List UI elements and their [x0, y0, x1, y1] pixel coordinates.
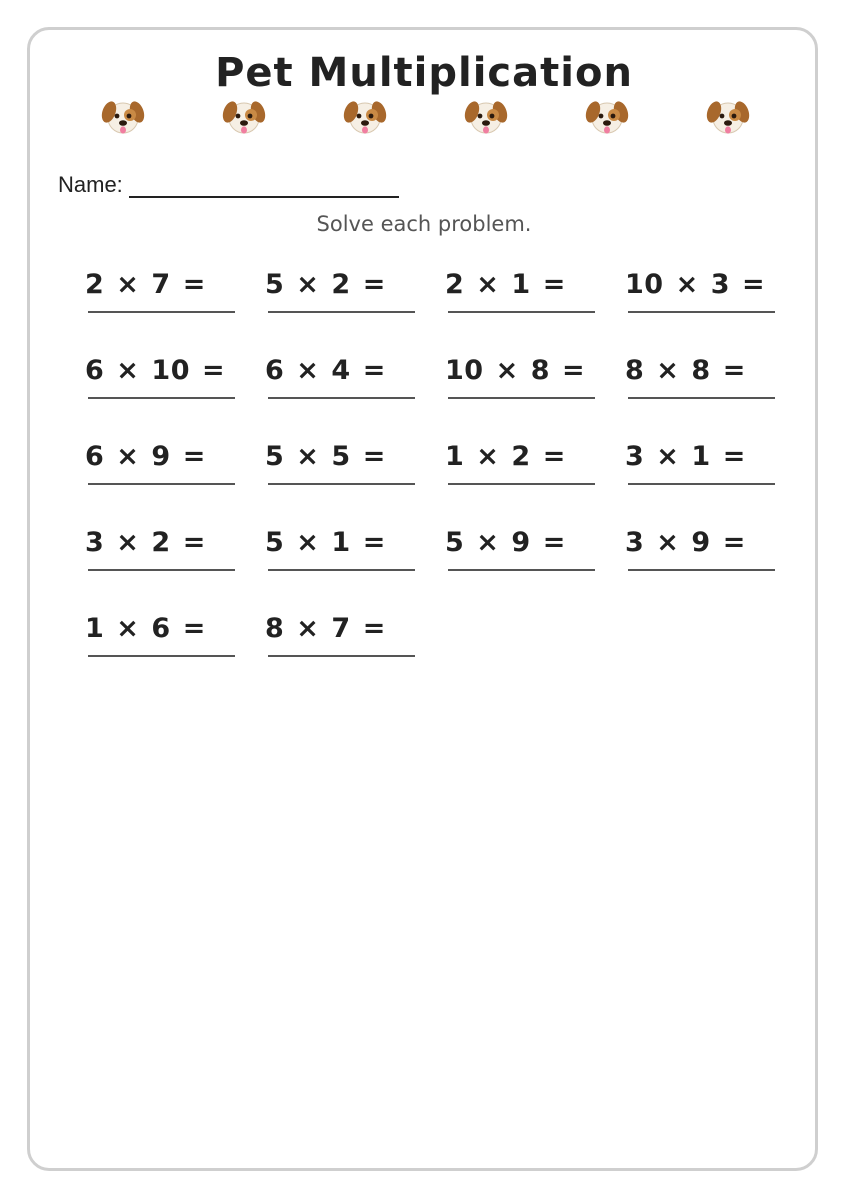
equals-sign: =	[362, 441, 386, 472]
name-field-row	[58, 172, 399, 198]
answer-line[interactable]	[448, 483, 595, 485]
dog-decoration-row	[101, 95, 751, 139]
times-sign: ×	[656, 441, 680, 472]
problem-item	[265, 522, 412, 572]
answer-line[interactable]	[268, 483, 415, 485]
times-sign: ×	[675, 269, 699, 300]
problem-item	[625, 264, 772, 314]
equals-sign: =	[182, 269, 206, 300]
problem-expression	[265, 613, 398, 644]
factor-a: 2	[445, 269, 465, 300]
factor-a: 1	[85, 613, 105, 644]
problem-item	[85, 608, 232, 658]
answer-line[interactable]	[628, 569, 775, 571]
problem-expression	[625, 269, 777, 300]
times-sign: ×	[116, 613, 140, 644]
problem-expression	[445, 269, 578, 300]
answer-line[interactable]	[628, 397, 775, 399]
answer-line[interactable]	[448, 397, 595, 399]
answer-line[interactable]	[88, 397, 235, 399]
problem-item	[625, 350, 772, 400]
equals-sign: =	[542, 269, 566, 300]
problem-expression	[85, 355, 237, 386]
problem-item	[85, 350, 232, 400]
problem-expression	[85, 613, 218, 644]
problem-expression	[265, 527, 398, 558]
factor-a: 8	[625, 355, 645, 386]
factor-a: 6	[265, 355, 285, 386]
factor-a: 10	[625, 269, 664, 300]
factor-a: 5	[265, 527, 285, 558]
factor-b: 5	[331, 441, 351, 472]
times-sign: ×	[296, 355, 320, 386]
problem-expression	[85, 269, 218, 300]
factor-b: 2	[151, 527, 171, 558]
factor-b: 2	[511, 441, 531, 472]
equals-sign: =	[742, 269, 766, 300]
equals-sign: =	[722, 527, 746, 558]
problem-item	[85, 436, 232, 486]
problem-expression	[625, 527, 758, 558]
factor-a: 1	[445, 441, 465, 472]
problem-item	[445, 350, 592, 400]
problem-item	[445, 522, 592, 572]
problem-item	[445, 436, 592, 486]
equals-sign: =	[182, 527, 206, 558]
equals-sign: =	[722, 355, 746, 386]
times-sign: ×	[476, 527, 500, 558]
worksheet-title: Pet Multiplication	[215, 50, 633, 96]
factor-a: 5	[265, 441, 285, 472]
times-sign: ×	[656, 355, 680, 386]
factor-b: 3	[710, 269, 730, 300]
factor-a: 6	[85, 355, 105, 386]
factor-b: 4	[331, 355, 351, 386]
factor-a: 2	[85, 269, 105, 300]
equals-sign: =	[722, 441, 746, 472]
problem-item	[625, 522, 772, 572]
times-sign: ×	[116, 441, 140, 472]
dog-face-icon	[464, 95, 508, 139]
factor-b: 9	[511, 527, 531, 558]
problem-item	[85, 522, 232, 572]
factor-b: 7	[151, 269, 171, 300]
problem-expression	[445, 355, 597, 386]
equals-sign: =	[362, 355, 386, 386]
equals-sign: =	[202, 355, 226, 386]
factor-b: 10	[151, 355, 190, 386]
answer-line[interactable]	[268, 569, 415, 571]
problem-item	[265, 608, 412, 658]
problem-expression	[445, 441, 578, 472]
dog-face-icon	[585, 95, 629, 139]
problem-expression	[445, 527, 578, 558]
problem-item	[625, 436, 772, 486]
worksheet-border	[27, 27, 818, 1171]
problem-item	[265, 436, 412, 486]
dog-face-icon	[222, 95, 266, 139]
factor-a: 5	[445, 527, 465, 558]
times-sign: ×	[296, 269, 320, 300]
times-sign: ×	[476, 441, 500, 472]
factor-b: 1	[511, 269, 531, 300]
equals-sign: =	[562, 355, 586, 386]
answer-line[interactable]	[268, 311, 415, 313]
name-answer-line[interactable]	[129, 174, 399, 198]
problem-expression	[265, 441, 398, 472]
factor-b: 8	[691, 355, 711, 386]
times-sign: ×	[495, 355, 519, 386]
factor-b: 1	[331, 527, 351, 558]
answer-line[interactable]	[88, 483, 235, 485]
answer-line[interactable]	[88, 311, 235, 313]
answer-line[interactable]	[448, 311, 595, 313]
problem-item	[265, 350, 412, 400]
dog-face-icon	[101, 95, 145, 139]
problem-expression	[265, 269, 398, 300]
problem-expression	[265, 355, 398, 386]
times-sign: ×	[116, 355, 140, 386]
problem-item	[85, 264, 232, 314]
factor-b: 6	[151, 613, 171, 644]
problem-expression	[625, 355, 758, 386]
factor-b: 1	[691, 441, 711, 472]
instructions: Solve each problem.	[316, 212, 532, 236]
problem-expression	[85, 527, 218, 558]
equals-sign: =	[542, 527, 566, 558]
dog-face-icon	[343, 95, 387, 139]
equals-sign: =	[362, 527, 386, 558]
times-sign: ×	[656, 527, 680, 558]
times-sign: ×	[116, 527, 140, 558]
answer-line[interactable]	[88, 569, 235, 571]
answer-line[interactable]	[268, 397, 415, 399]
problem-expression	[85, 441, 218, 472]
dog-face-icon	[706, 95, 750, 139]
equals-sign: =	[182, 441, 206, 472]
problem-item	[265, 264, 412, 314]
name-label: Name:	[58, 172, 123, 197]
equals-sign: =	[542, 441, 566, 472]
answer-line[interactable]	[448, 569, 595, 571]
factor-b: 9	[151, 441, 171, 472]
factor-b: 7	[331, 613, 351, 644]
answer-line[interactable]	[628, 483, 775, 485]
factor-a: 10	[445, 355, 484, 386]
equals-sign: =	[362, 613, 386, 644]
factor-a: 5	[265, 269, 285, 300]
factor-a: 3	[625, 527, 645, 558]
equals-sign: =	[182, 613, 206, 644]
answer-line[interactable]	[268, 655, 415, 657]
times-sign: ×	[116, 269, 140, 300]
times-sign: ×	[476, 269, 500, 300]
problem-item	[445, 264, 592, 314]
factor-a: 3	[625, 441, 645, 472]
equals-sign: =	[362, 269, 386, 300]
times-sign: ×	[296, 613, 320, 644]
factor-b: 8	[530, 355, 550, 386]
factor-a: 8	[265, 613, 285, 644]
factor-b: 2	[331, 269, 351, 300]
factor-a: 6	[85, 441, 105, 472]
factor-b: 9	[691, 527, 711, 558]
factor-a: 3	[85, 527, 105, 558]
times-sign: ×	[296, 527, 320, 558]
times-sign: ×	[296, 441, 320, 472]
answer-line[interactable]	[88, 655, 235, 657]
problem-expression	[625, 441, 758, 472]
answer-line[interactable]	[628, 311, 775, 313]
